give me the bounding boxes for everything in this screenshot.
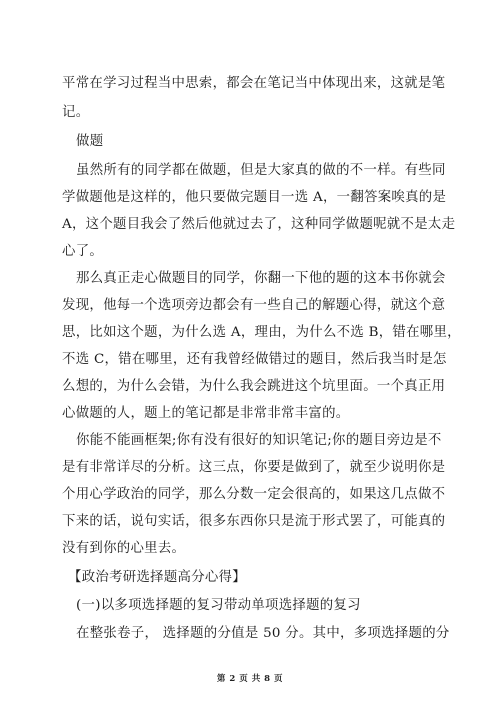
body-text-line: 在整张卷子， 选择题的分值是 50 分。其中，多项选择题的分 (76, 626, 450, 641)
body-text-line: 记。 (62, 105, 90, 120)
section-heading: 【政治考研选择题高分心得】 (68, 570, 246, 585)
body-text-line: 平常在学习过程当中思索，都会在笔记当中体现出来，这就是笔 (62, 76, 446, 91)
body-text-line: 下来的话，说句实话，很多东西你只是流于形式罢了，可能真的 (62, 514, 446, 529)
body-text-line: 么想的，为什么会错，为什么我会跳进这个坑里面。一个真正用 (62, 379, 446, 394)
body-text-line: 是有非常详尽的分析。这三点，你要是做到了，就至少说明你是 (62, 460, 446, 475)
body-text-line: 你能不能画框架;你有没有很好的知识笔记;你的题目旁边是不 (76, 433, 442, 448)
body-text-line: 学做题他是这样的，他只要做完题目一选 A，一翻答案唉真的是 (62, 190, 447, 205)
body-text-line: 没有到你的心里去。 (62, 541, 186, 556)
body-text-line: 虽然所有的同学都在做题，但是大家真的做的不一样。有些同 (76, 163, 446, 178)
body-text-line: 思，比如这个题，为什么选 A，理由，为什么不选 B，错在哪里， (62, 325, 461, 340)
subsection-heading: (一)以多项选择题的复习带动单项选择题的复习 (76, 598, 361, 613)
body-text-line: 心了。 (62, 244, 104, 259)
body-text-line: 不选 C，错在哪里，还有我曾经做错过的题目，然后我当时是怎 (62, 352, 447, 367)
body-text-line: 发现，他每一个选项旁边都会有一些自己的解题心得，就这个意 (62, 298, 446, 313)
body-text-line: A，这个题目我会了然后他就过去了，这种同学做题呢就不是太走 (62, 217, 456, 232)
body-text-line: 心做题的人，题上的笔记都是非常非常丰富的。 (62, 406, 350, 421)
body-text-line: 那么真正走心做题目的同学，你翻一下他的题的这本书你就会 (76, 271, 446, 286)
page-number-footer: 第 2 页 共 8 页 (216, 674, 284, 684)
body-text-line: 个用心学政治的同学，那么分数一定会很高的，如果这几点做不 (62, 487, 446, 502)
section-heading: 做题 (76, 134, 104, 149)
